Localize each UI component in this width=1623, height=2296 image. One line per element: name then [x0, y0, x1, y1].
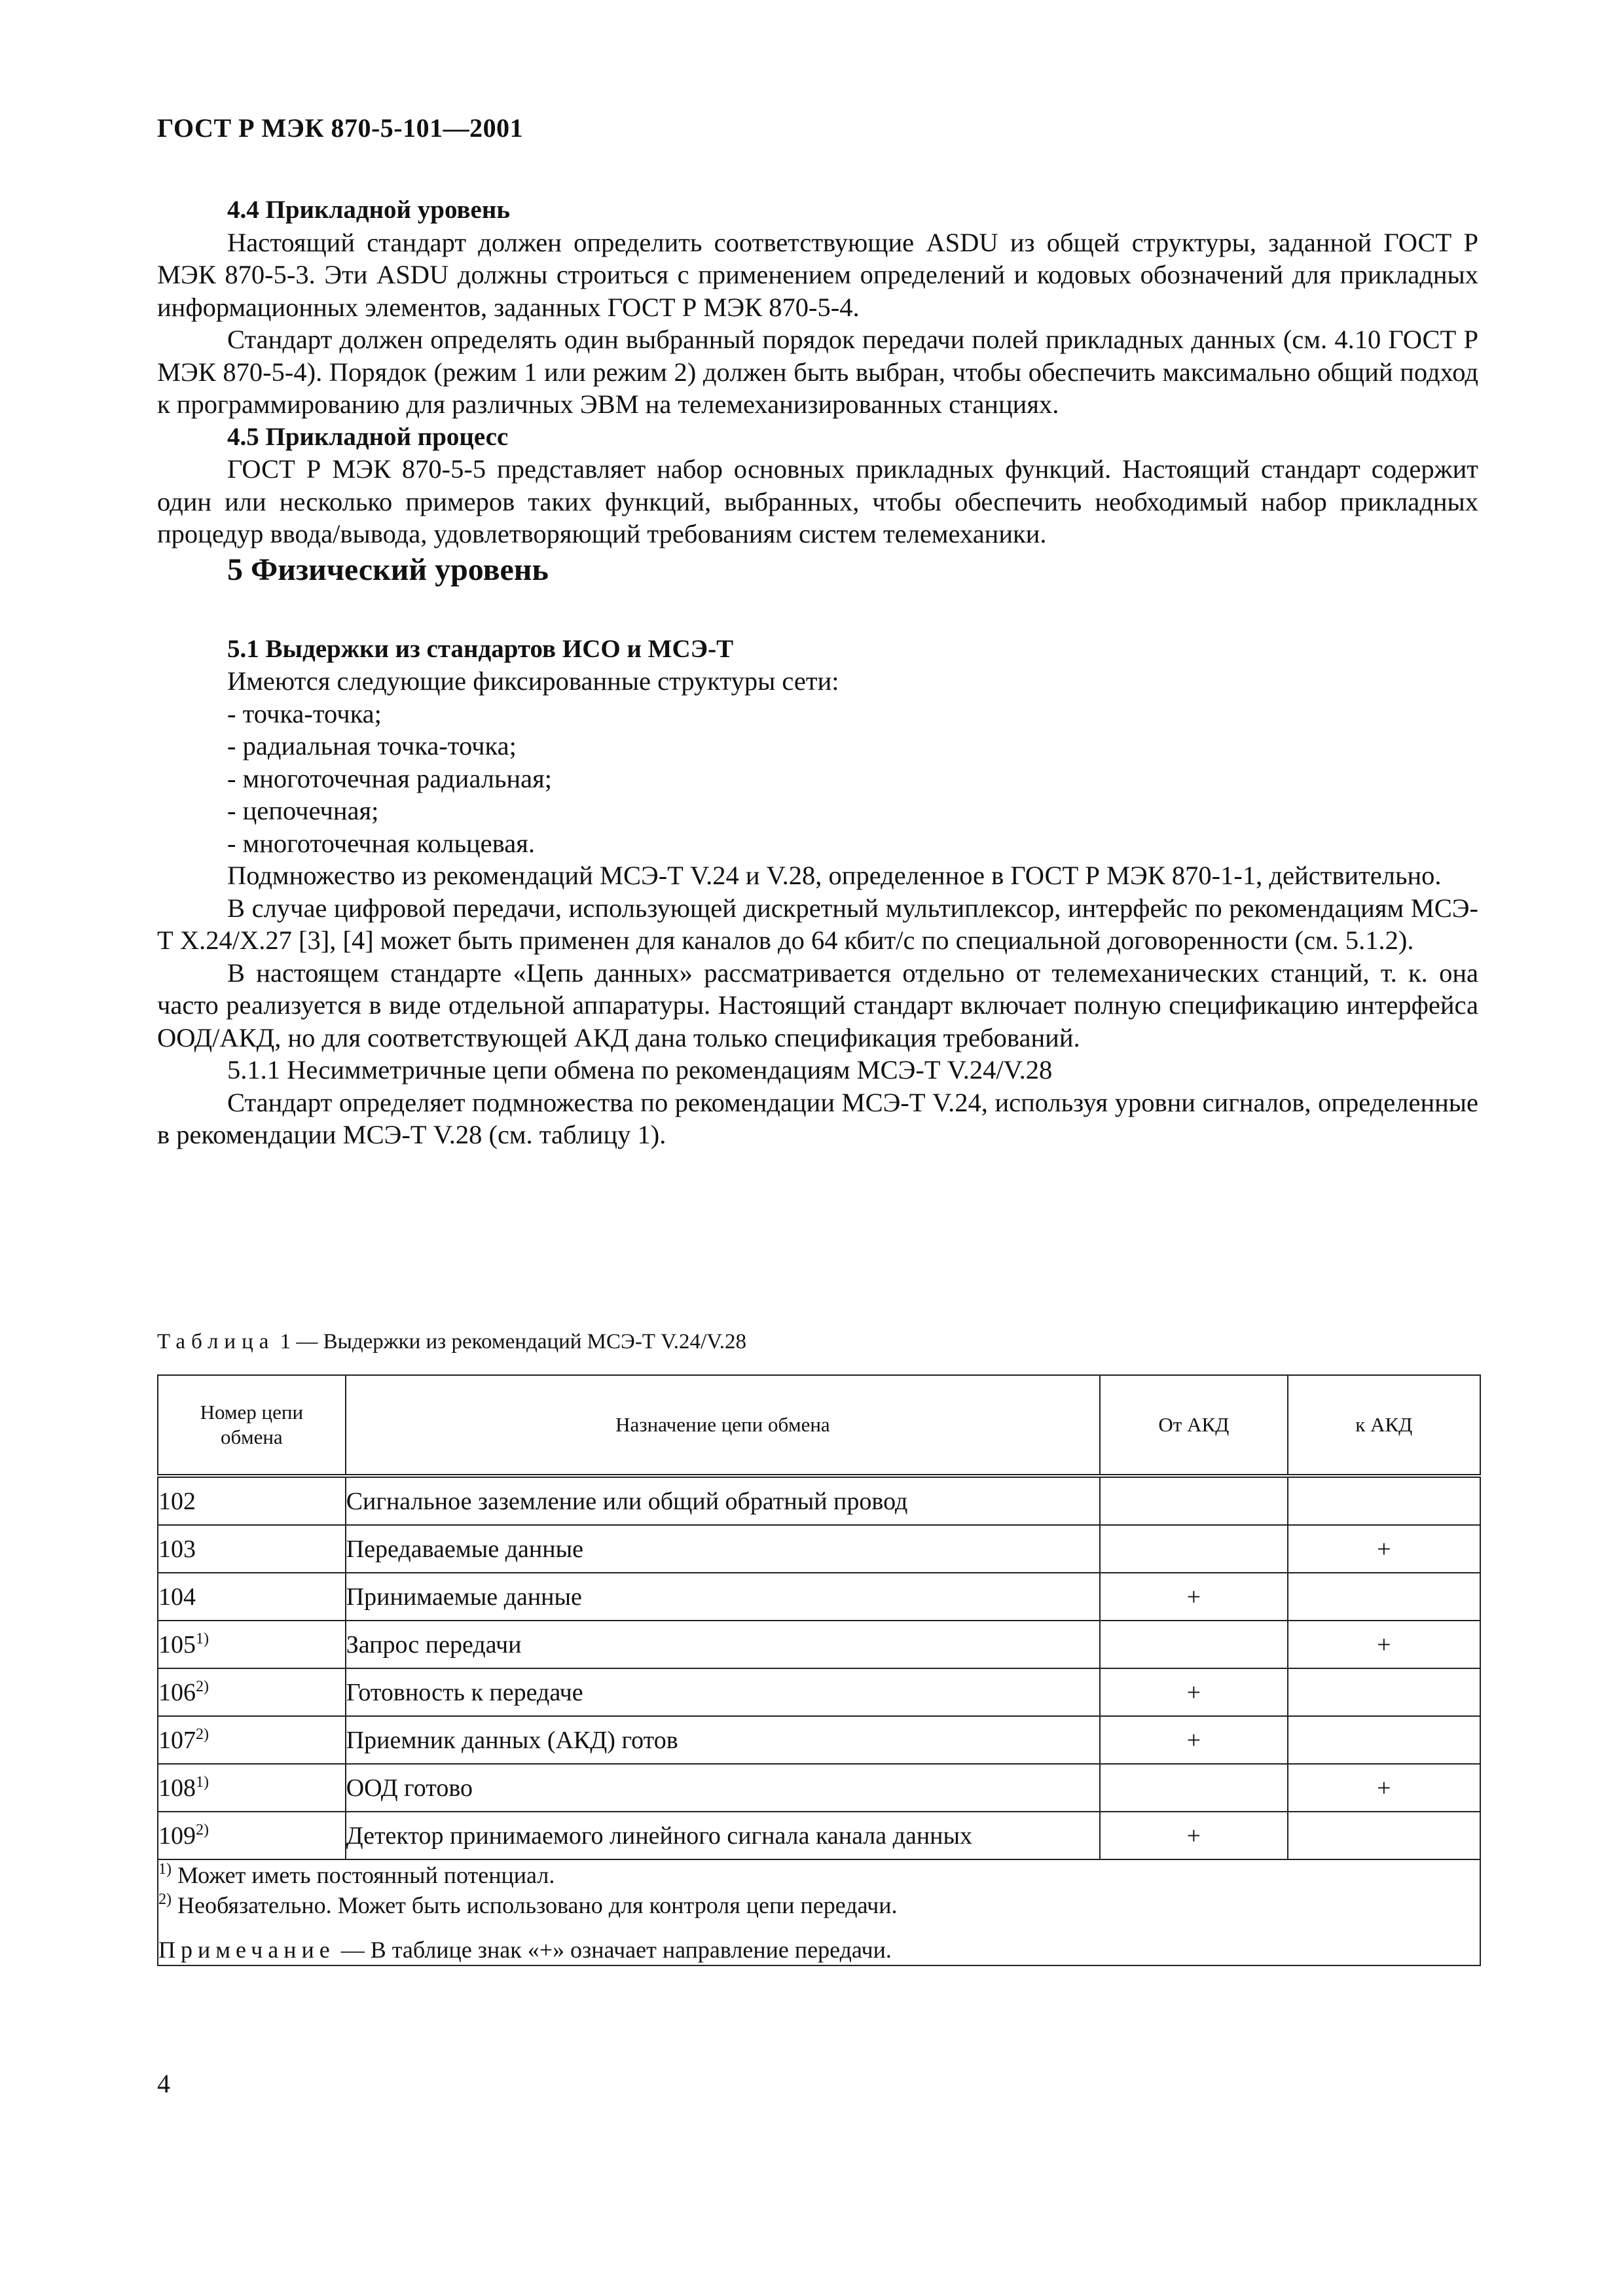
section-4-4-paragraph-1: Настоящий стандарт должен определить соответствующие ASDU из общей структуры, заданной ГОСТ Р МЭК 870-5-3. Эти ASDU должны строиться с применением определений и кодовых обозначений для прикладных информационных элементов, заданных ГОСТ Р МЭК 870-5-4. [157, 227, 1478, 322]
to-dce-mark [1288, 1716, 1480, 1764]
circuit-purpose: Готовность к передаче [346, 1668, 1100, 1716]
list-item: - цепочечная; [227, 796, 379, 825]
circuit-number: 109$^{2)}$ [158, 1812, 346, 1859]
list-item: - радиальная точка-точка; [227, 731, 517, 761]
list-item: - многоточечная радиальная; [227, 763, 553, 793]
circuit-number: 106$^{2)}$ [158, 1668, 346, 1716]
table-caption-text: 1 — Выдержки из рекомендаций МСЭ-Т V.24/V.28 [274, 1330, 747, 1354]
section-5-1-paragraph-4: В настоящем стандарте «Цепь данных» рассматривается отдельно от телемеханических станций, т. к. она часто реализуется в виде отдельной аппаратуры. Настоящий стандарт включает полную спецификацию интерфейса ООД/АКД, но для соответствующей АКД дана только спецификация требований. [157, 958, 1478, 1052]
header-from-dce: От АКД [1100, 1375, 1287, 1476]
from-dce-mark [1100, 1476, 1287, 1525]
table-caption-word: Таблица [157, 1330, 275, 1354]
from-dce-mark: + [1100, 1573, 1287, 1621]
table-row [158, 1621, 1480, 1668]
from-dce-mark [1100, 1525, 1287, 1573]
circuit-number: 108$^{1)}$ [158, 1764, 346, 1812]
footnote-2: $^{2)}$ Необязательно. Может быть использовано для контроля цепи передачи. [158, 1891, 898, 1918]
header-circuit-number: Номер цепи обмена [158, 1375, 346, 1476]
table-remark: Примечание — В таблице знак «+» означает направление передачи. [158, 1937, 892, 1963]
list-item: - точка-точка; [227, 698, 382, 728]
circuit-purpose: Детектор принимаемого линейного сигнала канала данных [346, 1812, 1100, 1859]
footnote-1: $^{1)}$ Может иметь постоянный потенциал. [158, 1861, 555, 1888]
table-notes [158, 1859, 1480, 1965]
table-row [158, 1716, 1480, 1764]
circuit-purpose: Запрос передачи [346, 1621, 1100, 1668]
table-notes-row [158, 1859, 1480, 1965]
table-row [158, 1764, 1480, 1812]
page-content [157, 194, 1478, 1151]
circuit-number: 107$^{2)}$ [158, 1716, 346, 1764]
table-row [158, 1525, 1480, 1573]
section-4-5-paragraph-1: ГОСТ Р МЭК 870-5-5 представляет набор основных прикладных функций. Настоящий стандарт содержит один или несколько примеров таких функций, выбранных, чтобы обеспечить необходимый набор прикладных процедур ввода/вывода, удовлетворяющий требованиям систем телемеханики. [157, 454, 1478, 548]
to-dce-mark: + [1288, 1764, 1480, 1812]
section-5-1-title: 5.1 Выдержки из стандартов ИСО и МСЭ-Т [227, 634, 734, 663]
table-row [158, 1812, 1480, 1859]
table-row [158, 1668, 1480, 1716]
section-5-1-1-title: 5.1.1 Несимметричные цепи обмена по рекомендациям МСЭ-Т V.24/V.28 [227, 1055, 1053, 1085]
from-dce-mark: + [1100, 1716, 1287, 1764]
section-4-5-title: 4.5 Прикладной процесс [227, 422, 509, 451]
section-5-1-paragraph-2: Подмножество из рекомендаций МСЭ-Т V.24 и V.28, определенное в ГОСТ Р МЭК 870-1-1, действительно. [227, 861, 1442, 890]
section-5-1-1-paragraph: Стандарт определяет подмножества по рекомендации МСЭ-Т V.24, используя уровни сигналов, определенные в рекомендации МСЭ-Т V.28 (см. таблицу 1). [157, 1087, 1478, 1149]
circuit-number: 105$^{1)}$ [158, 1621, 346, 1668]
page-number: 4 [157, 2069, 170, 2098]
interchange-circuits-table [157, 1374, 1481, 1966]
section-5-1-paragraph-3: В случае цифровой передачи, использующей дискретный мультиплексор, интерфейс по рекомендациям МСЭ-Т X.24/X.27 [3], [4] может быть применен для каналов до 64 кбит/с по специальной договоренности (см. 5.1.2). [157, 893, 1478, 955]
to-dce-mark [1288, 1573, 1480, 1621]
circuit-purpose: Приемник данных (АКД) готов [346, 1716, 1100, 1764]
circuit-purpose: Принимаемые данные [346, 1573, 1100, 1621]
section-4-4-paragraph-2: Стандарт должен определять один выбранный порядок передачи полей прикладных данных (см. 4.10 ГОСТ Р МЭК 870-5-4). Порядок (режим 1 или режим 2) должен быть выбран, чтобы обеспечить максимально общий подход к программированию для различных ЭВМ на телемеханизированных станциях. [157, 325, 1478, 419]
table-row [158, 1476, 1480, 1525]
header-to-dce: к АКД [1288, 1375, 1480, 1476]
document-header: ГОСТ Р МЭК 870-5-101—2001 [157, 113, 524, 143]
from-dce-mark: + [1100, 1812, 1287, 1859]
table-row [158, 1573, 1480, 1621]
circuit-number: 104 [158, 1573, 346, 1621]
section-5-1-intro: Имеются следующие фиксированные структуры сети: [227, 666, 839, 696]
circuit-purpose: Сигнальное заземление или общий обратный провод [346, 1476, 1100, 1525]
from-dce-mark [1100, 1764, 1287, 1812]
to-dce-mark: + [1288, 1525, 1480, 1573]
circuit-purpose: ООД готово [346, 1764, 1100, 1812]
circuit-number: 102 [158, 1476, 346, 1525]
list-item: - многоточечная кольцевая. [227, 828, 535, 858]
to-dce-mark [1288, 1476, 1480, 1525]
to-dce-mark [1288, 1812, 1480, 1859]
to-dce-mark [1288, 1668, 1480, 1716]
circuit-number: 103 [158, 1525, 346, 1573]
to-dce-mark: + [1288, 1621, 1480, 1668]
from-dce-mark: + [1100, 1668, 1287, 1716]
section-4-4-title: 4.4 Прикладной уровень [227, 196, 510, 224]
table-header-row [158, 1375, 1480, 1476]
circuit-purpose: Передаваемые данные [346, 1525, 1100, 1573]
header-circuit-purpose: Назначение цепи обмена [346, 1375, 1100, 1476]
table-caption [157, 1329, 746, 1355]
section-5-title: 5 Физический уровень [227, 552, 549, 587]
from-dce-mark [1100, 1621, 1287, 1668]
